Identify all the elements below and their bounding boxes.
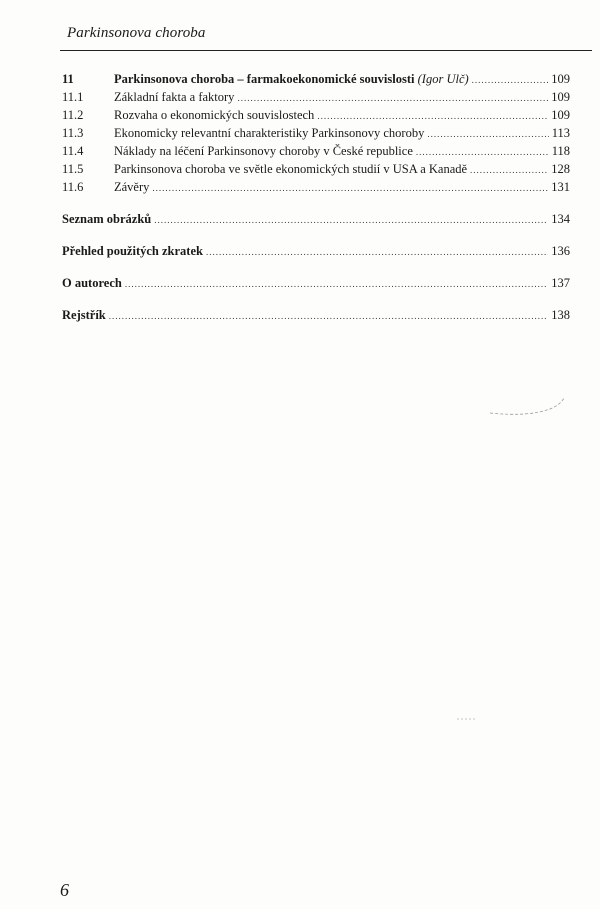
dot-leader: [472, 71, 549, 89]
main-entry-page: 136: [551, 244, 570, 258]
main-entry-title: Rejstřík: [62, 308, 106, 322]
toc-section-entry: [62, 124, 570, 142]
chapter-number: 11: [62, 72, 74, 86]
section-number: 11.3: [62, 126, 84, 140]
section-number: 11.5: [62, 162, 84, 176]
section-number: 11.4: [62, 144, 84, 158]
dot-leader: [125, 273, 548, 295]
toc-chapter-entry: [62, 70, 570, 88]
dot-leader: [154, 209, 548, 231]
toc-section-entry: [62, 88, 570, 106]
dot-leader: [152, 179, 548, 197]
main-entry-title: Přehled použitých zkratek: [62, 244, 203, 258]
toc-main-entry: [62, 208, 570, 230]
chapter-author: (Igor Ulč): [417, 72, 469, 86]
section-page: 118: [551, 144, 570, 158]
section-title: Závěry: [114, 180, 150, 194]
main-entry-title: O autorech: [62, 276, 122, 290]
dot-leader: [237, 89, 548, 107]
toc-main-entry: [62, 304, 570, 326]
main-entry-page: 138: [551, 308, 570, 322]
section-title: Ekonomicky relevantní charakteristiky Parkinsonovy choroby: [114, 126, 425, 140]
header-rule: [60, 50, 592, 51]
pencil-mark: [488, 395, 568, 419]
section-title: Parkinsonova choroba ve světle ekonomických studií v USA a Kanadě: [114, 162, 468, 176]
dot-leader: [470, 161, 548, 179]
main-entry-title: Seznam obrázků: [62, 212, 152, 226]
section-title: Náklady na léčení Parkinsonovy choroby v České republice: [114, 144, 413, 158]
section-title: Rozvaha o ekonomických souvislostech: [114, 108, 315, 122]
section-title: Základní fakta a faktory: [114, 90, 235, 104]
section-page: 109: [551, 90, 570, 104]
toc-main-entry: [62, 240, 570, 262]
table-of-contents: [62, 70, 570, 326]
chapter-title: [114, 70, 469, 88]
section-page: 113: [551, 126, 570, 140]
section-number: 11.1: [62, 90, 84, 104]
section-number: 11.2: [62, 108, 84, 122]
main-entry-page: 134: [551, 212, 570, 226]
toc-section-entry: [62, 142, 570, 160]
dot-leader: [206, 241, 548, 263]
pencil-mark: [455, 716, 479, 722]
toc-section-entry: [62, 106, 570, 124]
dot-leader: [317, 107, 548, 125]
running-head: Parkinsonova choroba: [67, 25, 206, 41]
section-page: 128: [551, 162, 570, 176]
chapter-page: 109: [551, 72, 570, 86]
toc-section-entry: [62, 178, 570, 196]
chapter-title-text: Parkinsonova choroba – farmakoekonomické souvislosti: [114, 72, 415, 86]
dot-leader: [109, 305, 549, 327]
section-number: 11.6: [62, 180, 84, 194]
dot-leader: [416, 143, 549, 161]
dot-leader: [427, 125, 548, 143]
section-page: 131: [551, 180, 570, 194]
toc-main-entry: [62, 272, 570, 294]
page-number: 6: [60, 880, 69, 900]
main-entry-page: 137: [551, 276, 570, 290]
section-page: 109: [551, 108, 570, 122]
toc-section-entry: [62, 160, 570, 178]
